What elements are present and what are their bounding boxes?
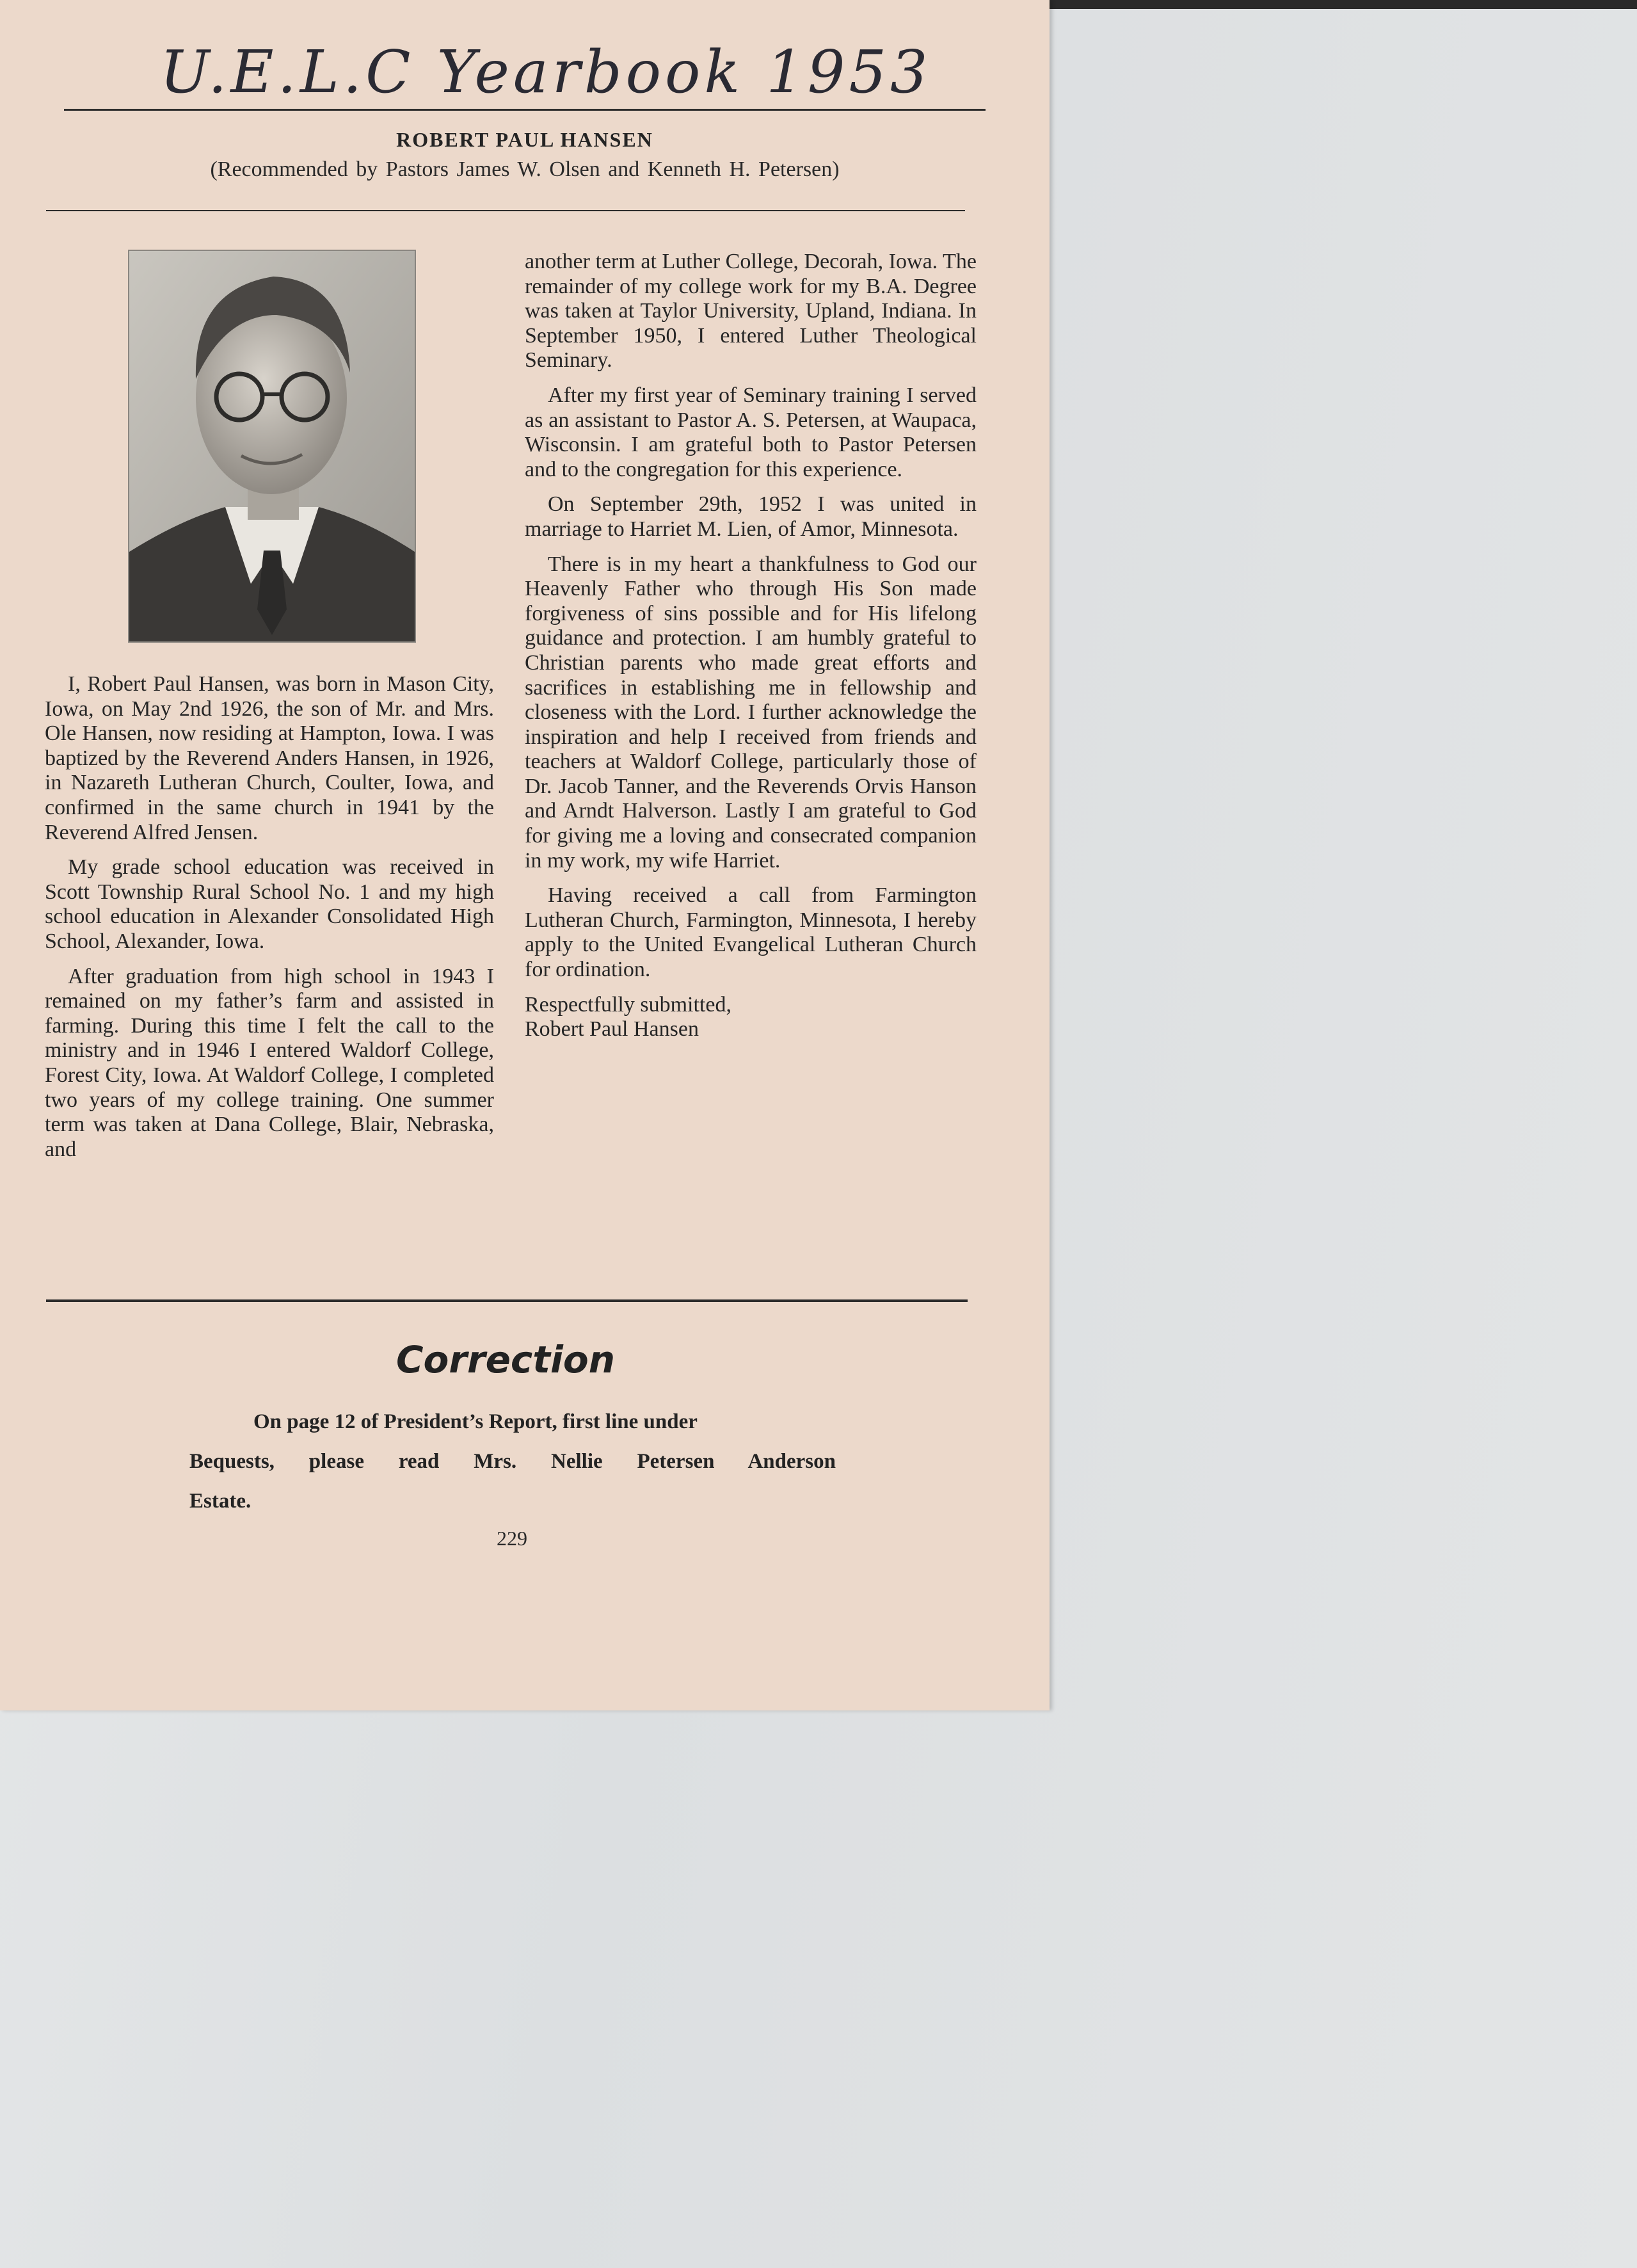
portrait-photo	[128, 250, 416, 643]
candidate-name: ROBERT PAUL HANSEN	[396, 128, 653, 151]
correction-line-3: Estate.	[189, 1490, 252, 1513]
paragraph-college-continued: another term at Luther College, Decorah, Iowa. The remainder of my college work for my B.A. Degree was taken at Taylor University, Upland, Indiana. In September 1950, I entered Luther Theological Seminary.	[525, 250, 977, 373]
paragraph-seminary: After my first year of Seminary training I served as an assistant to Pastor A. S. Petersen, at Waupaca, Wisconsin. I am grateful both to Pastor Petersen and to the congregation for this experience.	[525, 383, 977, 481]
paragraph-birth: I, Robert Paul Hansen, was born in Mason City, Iowa, on May 2nd 1926, the son of Mr. and Mrs. Ole Hansen, now residing at Hampton, Iowa. I was baptized by the Reverend Anders Hansen, in 1926, in Nazareth Lutheran Church, Coulter, Iowa, and confirmed in the same church in 1941 by the Reverend Alfred Jensen.	[45, 672, 494, 844]
scanner-edge-shadow	[1050, 0, 1637, 9]
biography-left-column	[45, 672, 494, 1172]
paragraph-thanks: There is in my heart a thankfulness to God our Heavenly Father who through His Son made forgiveness of sins possible and for His lifelong guidance and protection. I am humbly grateful to Christian parents who made great efforts and sacrifices in establishing me in fellowship and closeness with the Lord. I further acknowledge the inspiration and help I received from friends and teachers at Waldorf College, particularly those of Dr. Jacob Tanner, and the Reverends Orvis Hanson and Arndt Halverson. Lastly I am grateful to God for giving me a loving and consecrated companion in my work, my wife Harriet.	[525, 552, 977, 873]
handwritten-label: U.E.L.C Yearbook 1953	[160, 38, 932, 106]
paragraph-marriage: On September 29th, 1952 I was united in marriage to Harriet M. Lien, of Amor, Minnesota.	[525, 492, 977, 541]
paragraph-college: After graduation from high school in 1943 I remained on my father’s farm and assisted in farming. During this time I felt the call to the ministry and in 1946 I entered Waldorf College, Forest City, Iowa. At Waldorf College, I completed two years of my college training. One summer term was taken at Dana College, Blair, Nebraska, and	[45, 964, 494, 1161]
correction-line-2: Bequests, please read Mrs. Nellie Petersen Anderson	[189, 1450, 836, 1473]
signoff-line-1: Respectfully submitted,	[525, 992, 731, 1017]
paragraph-application: Having received a call from Farmington Lutheran Church, Farmington, Minnesota, I hereby apply to the United Evangelical Lutheran Church for ordination.	[525, 883, 977, 982]
recommendation-line: (Recommended by Pastors James W. Olsen and Kenneth H. Petersen)	[210, 157, 840, 181]
correction-line-1: On page 12 of President’s Report, first line under	[253, 1410, 698, 1433]
section-rule	[46, 1299, 968, 1302]
header-rule	[46, 210, 965, 211]
top-rule	[64, 109, 986, 111]
correction-notice	[189, 1402, 836, 1521]
signoff	[525, 993, 977, 1042]
page-number: 229	[497, 1527, 527, 1550]
signoff-line-2: Robert Paul Hansen	[525, 1017, 699, 1042]
paragraph-schooling: My grade school education was received in Scott Township Rural School No. 1 and my high school education in Alexander Consolidated High School, Alexander, Iowa.	[45, 855, 494, 953]
biography-right-column	[525, 250, 977, 1042]
correction-title: Correction	[395, 1338, 616, 1381]
yearbook-page	[0, 0, 1050, 1710]
